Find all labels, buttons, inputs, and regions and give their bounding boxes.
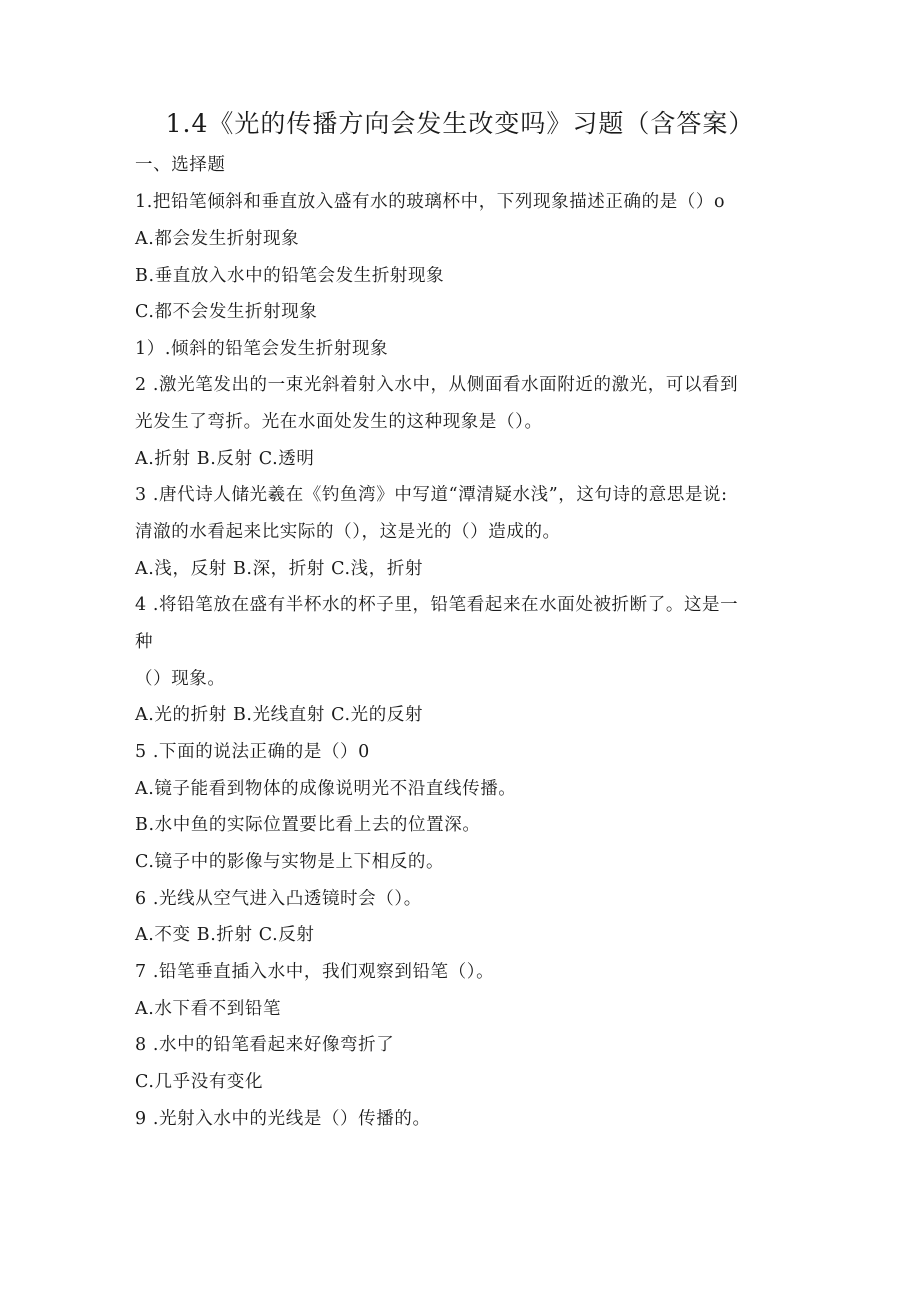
option-line: A.镜子能看到物体的成像说明光不沿直线传播。 — [135, 779, 517, 799]
question-2-cont: 光发生了弯折。光在水面处发生的这种现象是（）。 — [135, 412, 543, 432]
option-line: A.水下看不到铅笔 — [135, 999, 282, 1019]
question-9: 9 .光射入水中的光线是（）传播的。 — [135, 1109, 431, 1129]
option-line: A.都会发生折射现象 — [135, 229, 300, 249]
option-line: A.折射 B.反射 C.透明 — [135, 449, 315, 469]
question-2: 2 .激光笔发出的一束光斜着射入水中，从侧面看水面附近的激光，可以看到 — [135, 375, 739, 395]
option-line: A.不变 B.折射 C.反射 — [135, 925, 315, 945]
question-4-cont: （）现象。 — [135, 669, 226, 689]
option-line: C.都不会发生折射现象 — [135, 302, 318, 322]
question-4: 4 .将铅笔放在盛有半杯水的杯子里，铅笔看起来在水面处被折断了。这是一 — [135, 595, 739, 615]
option-line: A.光的折射 B.光线直射 C.光的反射 — [135, 705, 424, 725]
section-heading: 一、选择题 — [135, 155, 226, 175]
document-title: 1.4《光的传播方向会发生改变吗》习题（含答案） — [165, 109, 755, 138]
option-line: 8 .水中的铅笔看起来好像弯折了 — [135, 1035, 395, 1055]
question-3: 3 .唐代诗人储光羲在《钓鱼湾》中写道“潭清疑水浅”，这句诗的意思是说: — [135, 485, 728, 505]
option-line: 1）.倾斜的铅笔会发生折射现象 — [135, 339, 389, 359]
question-4-cont: 种 — [135, 632, 154, 652]
option-line: B.水中鱼的实际位置要比看上去的位置深。 — [135, 815, 481, 835]
question-3-cont: 清澈的水看起来比实际的（），这是光的（）造成的。 — [135, 522, 561, 542]
question-1: 1.把铅笔倾斜和垂直放入盛有水的玻璃杯中，下列现象描述正确的是（）o — [135, 192, 726, 212]
question-7: 7 .铅笔垂直插入水中，我们观察到铅笔（）。 — [135, 962, 495, 982]
option-line: C.几乎没有变化 — [135, 1072, 264, 1092]
option-line: B.垂直放入水中的铅笔会发生折射现象 — [135, 266, 445, 286]
option-line: C.镜子中的影像与实物是上下相反的。 — [135, 852, 445, 872]
question-6: 6 .光线从空气进入凸透镜时会（）。 — [135, 889, 422, 909]
option-line: A.浅，反射 B.深，折射 C.浅，折射 — [135, 559, 424, 579]
question-5: 5 .下面的说法正确的是（）0 — [135, 742, 370, 762]
